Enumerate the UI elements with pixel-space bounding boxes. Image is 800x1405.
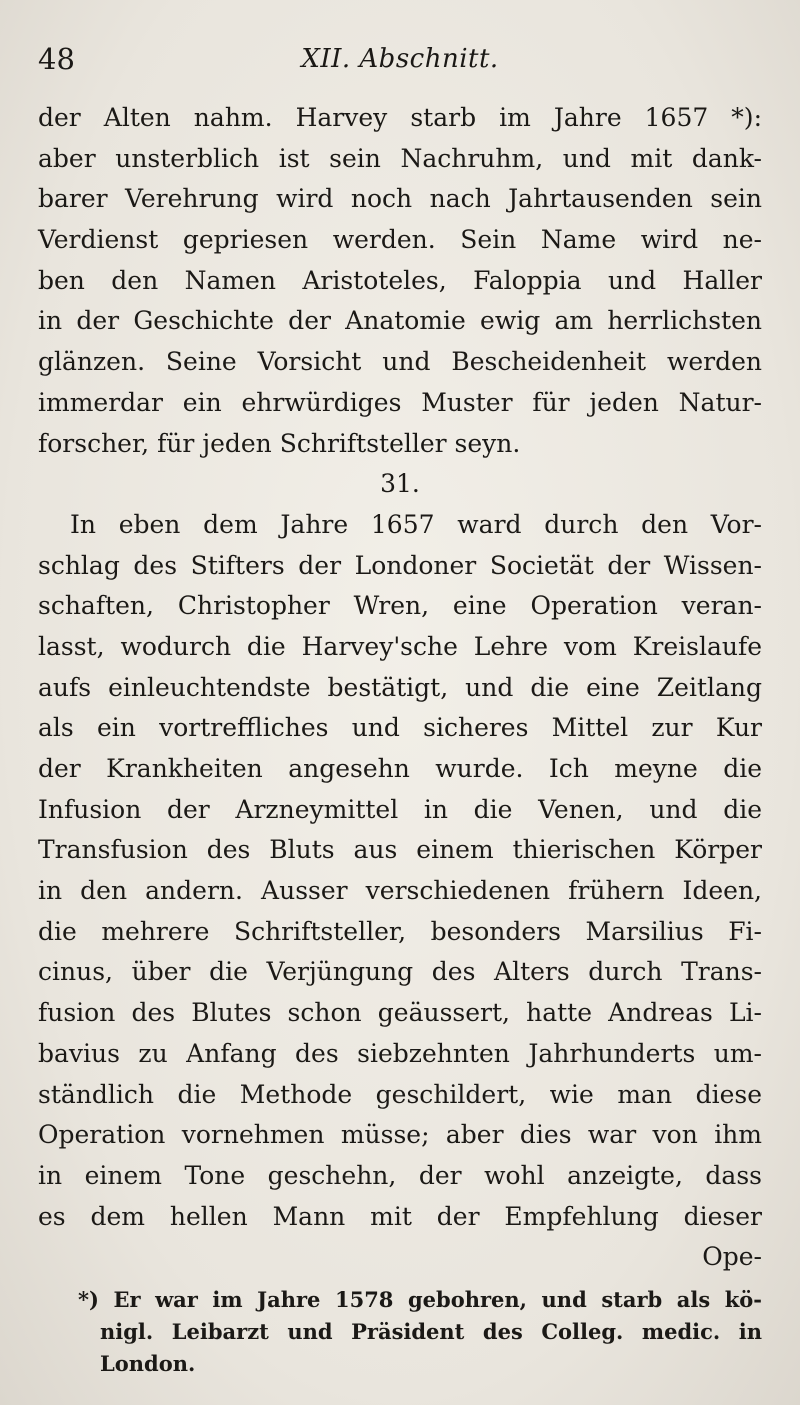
text-line: barer Verehrung wird noch nach Jahrtausenden sein (38, 184, 762, 214)
footnote-line: *) Er war im Jahre 1578 gebohren, und starb als kö- (78, 1287, 762, 1312)
text-line: Operation vornehmen müsse; aber dies war von ihm (38, 1120, 762, 1150)
body-text (38, 98, 762, 1278)
text-line: der Alten nahm. Harvey starb im Jahre 1657 *): (38, 103, 762, 132)
page-number: 48 (38, 42, 75, 76)
running-head: XII. Abschnitt. (301, 44, 499, 74)
text-line: Verdienst gepriesen werden. Sein Name wird ne- (38, 225, 762, 255)
text-line: als ein vortreffliches und sicheres Mittel zur Kur (38, 713, 762, 743)
text-line: in einem Tone geschehn, der wohl anzeigte, dass (38, 1160, 762, 1190)
text-line: immerdar ein ehrwürdiges Muster für jeden Natur- (38, 387, 762, 417)
text-line: aber unsterblich ist sein Nachruhm, und mit dank- (38, 143, 762, 173)
footnote (38, 1284, 762, 1380)
footnote-line: nigl. Leibarzt und Präsident des Colleg. medic. in (100, 1319, 762, 1344)
text-line: es dem hellen Mann mit der Empfehlung dieser (38, 1201, 762, 1231)
text-line: Infusion der Arzneymittel in die Venen, und die (38, 794, 762, 824)
text-line: fusion des Blutes schon geäussert, hatte Andreas Li- (38, 998, 762, 1028)
text-line: forscher, für jeden Schriftsteller seyn. (38, 428, 521, 458)
text-line: die mehrere Schriftsteller, besonders Marsilius Fi- (38, 916, 762, 946)
text-line: schlag des Stifters der Londoner Societät der Wissen- (38, 550, 762, 580)
text-line: in der Geschichte der Anatomie ewig am herrlichsten (38, 306, 762, 336)
text-line: In eben dem Jahre 1657 ward durch den Vor- (70, 509, 762, 539)
text-line: Transfusion des Bluts aus einem thierischen Körper (38, 835, 762, 865)
text-line: schaften, Christopher Wren, eine Operation veran- (38, 591, 762, 621)
text-line: ständlich die Methode geschildert, wie man diese (38, 1079, 762, 1109)
page-header (38, 42, 762, 86)
text-line: bavius zu Anfang des siebzehnten Jahrhunderts um- (38, 1038, 762, 1068)
section-number: 31. (380, 469, 420, 499)
text-line: lasst, wodurch die Harvey'sche Lehre vom Kreislaufe (38, 631, 762, 661)
text-line: der Krankheiten angesehn wurde. Ich meyne die (38, 754, 762, 783)
footnote-line: London. (100, 1351, 196, 1376)
catchword: Ope- (702, 1242, 762, 1272)
text-line: aufs einleuchtendste bestätigt, und die eine Zeitlang (38, 672, 762, 702)
text-line: glänzen. Seine Vorsicht und Bescheidenheit werden (38, 347, 762, 377)
text-line: in den andern. Ausser verschiedenen frühern Ideen, (38, 876, 762, 906)
text-line: cinus, über die Verjüngung des Alters durch Trans- (38, 957, 762, 987)
text-line: ben den Namen Aristoteles, Faloppia und Haller (38, 265, 762, 295)
